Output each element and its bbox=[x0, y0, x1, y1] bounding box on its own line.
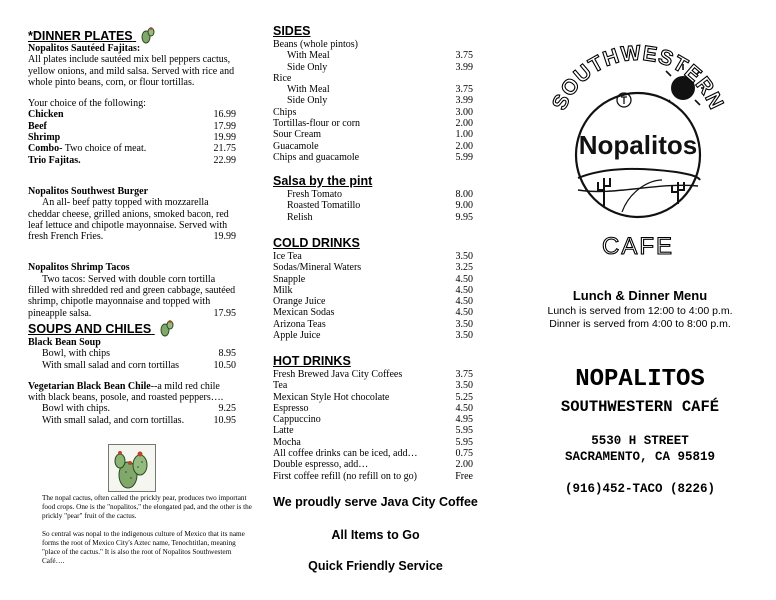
menu-row-label: Sodas/Mineral Waters bbox=[273, 262, 362, 274]
menu-row bbox=[273, 448, 473, 459]
salsa-title: Salsa by the pint bbox=[273, 174, 373, 188]
phone-number: (916)452-TACO (8226) bbox=[564, 482, 716, 496]
menu-row-price: Free bbox=[455, 470, 473, 482]
choice-price: 16.99 bbox=[213, 109, 236, 121]
menu-row bbox=[273, 118, 473, 129]
menu-row bbox=[273, 212, 473, 223]
soups-section bbox=[28, 337, 236, 426]
fajitas-description: All plates include sautéed mix bell peppers cactus, yellow onions, and mild salsa. Served with rice and whole pinto beans, corn, or flour tortillas. bbox=[28, 54, 235, 88]
menu-row-label: Orange Juice bbox=[273, 296, 326, 308]
menu-row bbox=[273, 369, 473, 380]
menu-row-price: 3.99 bbox=[455, 95, 473, 107]
cactus-note bbox=[42, 494, 252, 566]
fajitas-name: Nopalitos Sautéed Fajitas: bbox=[28, 43, 141, 54]
menu-row-label: Roasted Tomatillo bbox=[287, 200, 361, 212]
menu-row-price: 3.00 bbox=[455, 106, 473, 118]
menu-row bbox=[273, 296, 473, 307]
menu-row-price: 3.25 bbox=[455, 262, 473, 274]
menu-row-price: 3.50 bbox=[455, 380, 473, 392]
soup-option-price: 8.95 bbox=[218, 348, 236, 360]
menu-row bbox=[273, 274, 473, 285]
menu-row-price: 3.75 bbox=[455, 84, 473, 96]
cactus-note-paragraph: The nopal cactus, often called the prickly pear, produces two important food crops. One is the "nopalitos," the elongated pad, and the other is the prickly "pear" fruit of the cactus. bbox=[42, 494, 252, 520]
menu-row-label: Chips and guacamole bbox=[273, 151, 360, 163]
menu-row bbox=[273, 425, 473, 436]
menu-row-label: Tea bbox=[273, 380, 288, 392]
menu-row bbox=[273, 95, 473, 106]
menu-row-price: 5.99 bbox=[455, 151, 473, 163]
logo-name: Nopalitos bbox=[578, 130, 698, 160]
fajita-choice-row bbox=[28, 155, 236, 166]
menu-row-price: 4.50 bbox=[455, 307, 473, 319]
menu-row-label: Fresh Tomato bbox=[287, 189, 342, 200]
menu-row-price: 3.50 bbox=[455, 318, 473, 330]
menu-row-price: 4.50 bbox=[455, 402, 473, 414]
cactus-note-paragraph: So central was nopal to the indigenous culture of Mexico that its name forms the root of Mexico City's Aztec name, Tenochtitlan, meaning "place of the cactus." It is also the root of Nopalitos Southwestern Café…. bbox=[42, 530, 245, 565]
menu-row-label: Chips bbox=[273, 106, 297, 118]
choice-intro: Your choice of the following: bbox=[28, 98, 146, 110]
soups-heading bbox=[28, 319, 175, 337]
menu-row-label: Latte bbox=[273, 425, 294, 437]
menu-row bbox=[273, 330, 473, 341]
menu-row-price: 4.50 bbox=[455, 284, 473, 296]
chile-option-label: Bowl with chips. bbox=[42, 403, 111, 415]
hot-drinks-title: HOT DRINKS bbox=[273, 354, 351, 368]
menu-row bbox=[273, 319, 473, 330]
choice-description: Two choice of meat. bbox=[62, 143, 147, 155]
menu-row bbox=[273, 129, 473, 140]
dinner-plates-section bbox=[28, 43, 236, 319]
menu-row-label: All coffee drinks can be iced, add… bbox=[273, 448, 418, 460]
menu-row-label: Arizona Teas bbox=[273, 318, 326, 330]
menu-row-label: Tortillas-flour or corn bbox=[273, 118, 361, 130]
menu-row bbox=[273, 392, 473, 403]
burger-description: An all- beef patty topped with mozzarella cheddar cheese, grilled anions, smoked bacon, red leaf lettuce and chipotle mayonnaise. Served with fresh French Fries. bbox=[28, 197, 229, 243]
menu-row bbox=[273, 200, 473, 211]
tacos-name: Nopalitos Shrimp Tacos bbox=[28, 262, 130, 274]
menu-row-label: Mexican Style Hot chocolate bbox=[273, 391, 390, 403]
menu-row bbox=[273, 84, 473, 95]
menu-row-label: Side Only bbox=[287, 61, 328, 73]
menu-title: Lunch & Dinner Menu bbox=[572, 288, 708, 303]
choice-price: 22.99 bbox=[213, 154, 236, 166]
soups-title: SOUPS AND CHILES bbox=[28, 322, 152, 336]
menu-row-label: Sour Cream bbox=[273, 129, 322, 141]
choice-name: Trio Fajitas. bbox=[28, 154, 81, 166]
menu-row-price: 9.95 bbox=[455, 211, 473, 223]
menu-row-price: 9.00 bbox=[455, 200, 473, 212]
menu-row bbox=[273, 471, 473, 482]
to-go-tagline: All Items to Go bbox=[331, 528, 420, 542]
menu-row bbox=[273, 403, 473, 414]
menu-row-price: 0.75 bbox=[455, 448, 473, 460]
menu-row-price: 3.50 bbox=[455, 251, 473, 262]
menu-row bbox=[273, 437, 473, 448]
menu-row bbox=[273, 50, 473, 61]
menu-row-label: Side Only bbox=[287, 95, 328, 107]
logo-bottom-text: CAFE bbox=[601, 233, 675, 260]
chile-option-price: 10.95 bbox=[213, 414, 236, 426]
menu-row-price: 2.00 bbox=[455, 140, 473, 152]
soup-option-label: With small salad and corn tortillas bbox=[42, 359, 180, 371]
menu-row-price: 5.25 bbox=[455, 391, 473, 403]
cafe-logo bbox=[538, 40, 738, 260]
business-name: NOPALITOS bbox=[575, 366, 705, 393]
veg-chile-text bbox=[28, 381, 236, 404]
menu-row bbox=[273, 414, 473, 425]
menu-row-label: With Meal bbox=[287, 84, 330, 96]
chile-option-row bbox=[28, 403, 236, 414]
dinner-plates-heading bbox=[28, 26, 156, 44]
fajita-choice-row bbox=[28, 109, 236, 120]
menu-row-label: Relish bbox=[287, 211, 313, 223]
menu-row-label: Fresh Brewed Java City Coffees bbox=[273, 369, 403, 380]
soup-option-price: 10.50 bbox=[213, 359, 236, 371]
menu-row-label: Beans (whole pintos) bbox=[273, 39, 358, 50]
sides-list bbox=[273, 39, 473, 163]
menu-row-label: With Meal bbox=[287, 50, 330, 62]
menu-row bbox=[273, 380, 473, 391]
menu-row bbox=[273, 152, 473, 163]
menu-row-price: 2.00 bbox=[455, 459, 473, 471]
cold-drinks-list bbox=[273, 251, 473, 341]
hot-drinks-list bbox=[273, 369, 473, 482]
menu-row bbox=[273, 62, 473, 73]
cold-drinks-title: COLD DRINKS bbox=[273, 236, 360, 250]
choice-price: 19.99 bbox=[213, 132, 236, 144]
cactus-icon bbox=[138, 26, 156, 44]
fajita-choice-row bbox=[28, 132, 236, 143]
menu-row-price: 3.50 bbox=[455, 330, 473, 342]
menu-row-price: 3.75 bbox=[455, 369, 473, 380]
soup-option-row bbox=[28, 348, 236, 359]
menu-row-label: Apple Juice bbox=[273, 330, 321, 342]
chile-option-label: With small salad, and corn tortillas. bbox=[42, 414, 185, 426]
cactus-icon bbox=[157, 319, 175, 337]
menu-row bbox=[273, 307, 473, 318]
menu-row-price: 8.00 bbox=[455, 189, 473, 200]
sides-title: SIDES bbox=[273, 24, 311, 38]
menu-row-price: 3.99 bbox=[455, 61, 473, 73]
menu-row bbox=[273, 262, 473, 273]
menu-row bbox=[273, 251, 473, 262]
menu-row-price: 4.50 bbox=[455, 273, 473, 285]
fajita-choice-row bbox=[28, 121, 236, 132]
chile-option-row bbox=[28, 415, 236, 426]
choice-price: 17.99 bbox=[213, 120, 236, 132]
tacos-price: 17.95 bbox=[213, 307, 236, 319]
black-bean-soup-name: Black Bean Soup bbox=[28, 337, 101, 348]
menu-row bbox=[273, 459, 473, 470]
menu-row-label: Milk bbox=[273, 284, 293, 296]
address-line-2: SACRAMENTO, CA 95819 bbox=[564, 450, 716, 464]
choice-name: Combo- bbox=[28, 143, 63, 155]
menu-row-price: 1.00 bbox=[455, 129, 473, 141]
menu-row-price: 5.95 bbox=[455, 425, 473, 437]
menu-row-label: Mexican Sodas bbox=[273, 307, 335, 319]
menu-row-price: 3.75 bbox=[455, 50, 473, 62]
logo-arc-text: SOUTHWESTERN bbox=[548, 41, 728, 114]
menu-row-label: Cappuccino bbox=[273, 414, 321, 426]
dinner-plates-title: *DINNER PLATES bbox=[28, 29, 133, 43]
veg-chile-description: --a mild red chile with black beans, posole, and roasted peppers…. bbox=[28, 380, 224, 404]
choice-name: Beef bbox=[28, 120, 47, 132]
menu-row-label: Rice bbox=[273, 72, 292, 84]
service-tagline: Quick Friendly Service bbox=[308, 559, 443, 573]
menu-row-label: Espresso bbox=[273, 402, 309, 414]
menu-row bbox=[273, 189, 473, 200]
menu-row-price: 2.00 bbox=[455, 118, 473, 130]
soup-option-row bbox=[28, 360, 236, 371]
lunch-hours: Lunch is served from 12:00 to 4:00 p.m. bbox=[547, 305, 733, 317]
menu-row bbox=[273, 285, 473, 296]
menu-row bbox=[273, 141, 473, 152]
menu-row-label: Snapple bbox=[273, 273, 306, 285]
menu-row-price: 4.95 bbox=[455, 414, 473, 426]
burger-price: 19.99 bbox=[213, 231, 236, 243]
cactus-illustration bbox=[108, 444, 156, 492]
menu-row-price: 4.50 bbox=[455, 296, 473, 308]
menu-row-label: Mocha bbox=[273, 436, 301, 448]
menu-row-label: Double espresso, add… bbox=[273, 459, 369, 471]
business-subtitle: SOUTHWESTERN CAFÉ bbox=[560, 398, 720, 416]
menu-row bbox=[273, 39, 473, 50]
menu-row bbox=[273, 73, 473, 84]
choice-price: 21.75 bbox=[213, 143, 236, 155]
choice-name: Chicken bbox=[28, 109, 64, 121]
menu-row-label: Guacamole bbox=[273, 140, 319, 152]
address-line-1: 5530 H STREET bbox=[591, 434, 689, 448]
tacos-description: Two tacos: Served with double corn tortilla filled with shredded red and green cabbage, sautéed shrimp, chipotle mayonnaise and topped with pineapple salsa. bbox=[28, 273, 236, 319]
coffee-tagline: We proudly serve Java City Coffee bbox=[273, 495, 478, 509]
burger-name: Nopalitos Southwest Burger bbox=[28, 185, 149, 197]
fajita-choice-row bbox=[28, 143, 236, 154]
dinner-hours: Dinner is served from 4:00 to 8:00 p.m. bbox=[549, 318, 731, 330]
fajita-choice-list bbox=[28, 109, 236, 165]
salsa-list bbox=[273, 189, 473, 223]
menu-row-label: Ice Tea bbox=[273, 251, 302, 262]
menu-row-label: First coffee refill (no refill on to go) bbox=[273, 470, 417, 482]
menu-row-price: 5.95 bbox=[455, 436, 473, 448]
veg-chile-name: Vegetarian Black Bean Chile bbox=[28, 380, 151, 392]
soup-option-label: Bowl, with chips bbox=[42, 348, 111, 360]
menu-row bbox=[273, 107, 473, 118]
choice-name: Shrimp bbox=[28, 132, 61, 144]
chile-option-price: 9.25 bbox=[218, 403, 236, 415]
